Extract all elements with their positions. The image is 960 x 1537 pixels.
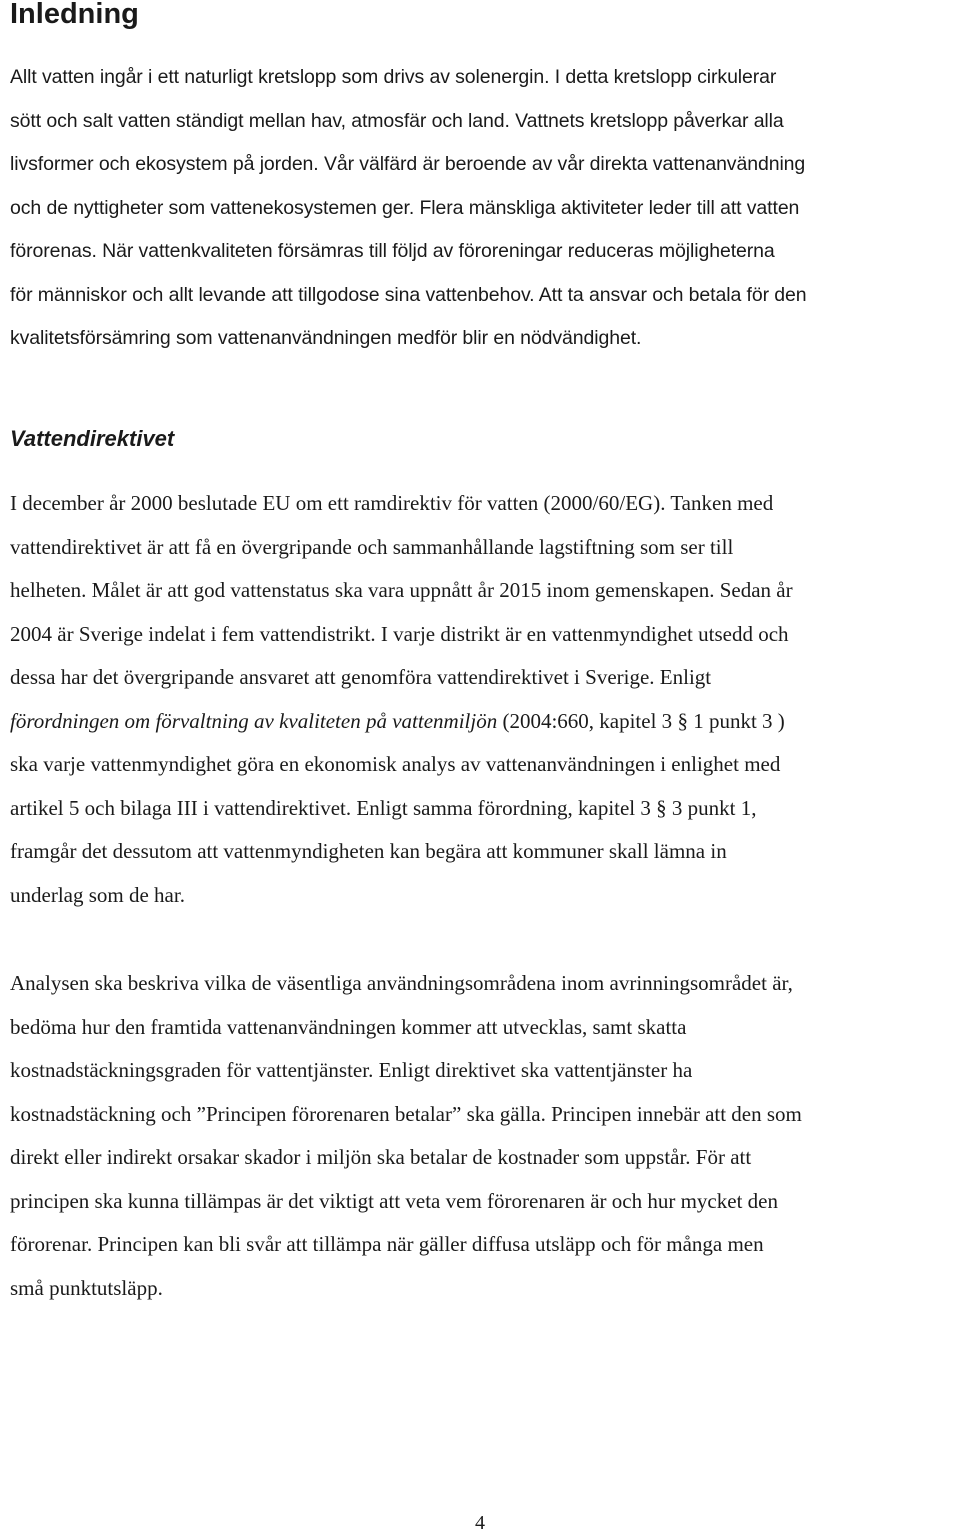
text-line: ska varje vattenmyndighet göra en ekonomisk analys av vattenanvändningen i enlighet med	[10, 752, 781, 776]
text-line	[10, 787, 954, 831]
text-line: framgår det dessutom att vattenmyndigheten kan begära att kommuner skall lämna in	[10, 839, 727, 863]
section-heading-vattendirektivet: Vattendirektivet	[10, 426, 175, 451]
text-line: kostnadstäckning och ”Principen förorenaren betalar” ska gälla. Principen innebär att den som	[10, 1101, 802, 1126]
text-line: vattendirektivet är att få en övergripande och sammanhållande lagstiftning som ser till	[10, 534, 734, 559]
intro-paragraph	[10, 56, 954, 361]
text-line: för människor och allt levande att tillgodose sina vattenbehov. Att ta ansvar och betala för den	[10, 283, 807, 306]
text-line: underlag som de har.	[10, 882, 185, 907]
text-line: sött och salt vatten ständigt mellan hav, atmosfär och land. Vattnets kretslopp påverkar alla	[10, 109, 784, 132]
text-line: principen ska kunna tillämpas är det viktigt att veta vem förorenaren är och hur mycket den	[10, 1188, 778, 1213]
text-span: artikel 5 och bilaga III i vattendirektivet. Enligt samma förordning, kapitel 3	[10, 795, 657, 820]
text-line: kvalitetsförsämring som vattenanvändningen medför blir en nödvändighet.	[10, 327, 642, 349]
text-span: (2004:660, kapitel 3	[497, 708, 678, 733]
text-span: 3 punkt 1,	[666, 795, 757, 820]
text-line: I december år 2000 beslutade EU om ett ramdirektiv för vatten (2000/60/EG). Tanken med	[10, 491, 774, 515]
text-line: Allt vatten ingår i ett naturligt kretslopp som drivs av solenergin. I detta kretslopp cirkulerar	[10, 66, 777, 88]
section-symbol: §	[656, 795, 667, 820]
text-line: helheten. Målet är att god vattenstatus ska vara uppnått år 2015 inom gemenskapen. Sedan år	[10, 578, 793, 602]
regulation-title: förordningen om förvaltning av kvaliteten på vattenmiljön	[10, 708, 498, 733]
text-line	[10, 700, 954, 744]
text-line: direkt eller indirekt orsakar skador i miljön ska betalar de kostnader som uppstår. För att	[10, 1145, 752, 1169]
page-number: 4	[475, 1512, 485, 1534]
text-line: och de nyttigheter som vattenekosystemen ger. Flera mänskliga aktiviteter leder till att vatten	[10, 196, 800, 219]
text-line: Analysen ska beskriva vilka de väsentliga användningsområdena inom avrinningsområdet är,	[10, 971, 793, 995]
text-span: 1 punkt 3 )	[687, 708, 785, 733]
text-line: förorenar. Principen kan bli svår att tillämpa när gäller diffusa utsläpp och för många men	[10, 1232, 764, 1256]
text-line: dessa har det övergripande ansvaret att genomföra vattendirektivet i Sverige. Enligt	[10, 665, 712, 689]
section-heading-inledning: Inledning	[10, 0, 139, 30]
analysis-paragraph	[10, 962, 954, 1310]
text-line: 2004 är Sverige indelat i fem vattendistrikt. I varje distrikt är en vattenmyndighet utsedd och	[10, 621, 789, 646]
text-line: kostnadstäckningsgraden för vattentjänster. Enligt direktivet ska vattentjänster ha	[10, 1058, 693, 1082]
section-symbol: §	[677, 708, 688, 733]
directive-paragraph	[10, 482, 954, 917]
text-line: bedöma hur den framtida vattenanvändningen kommer att utvecklas, samt skatta	[10, 1014, 687, 1039]
text-line: små punktutsläpp.	[10, 1275, 163, 1300]
text-line: livsformer och ekosystem på jorden. Vår välfärd är beroende av vår direkta vattenanvändning	[10, 153, 806, 175]
text-line: förorenas. När vattenkvaliteten försämras till följd av föroreningar reduceras möjligheterna	[10, 240, 775, 262]
